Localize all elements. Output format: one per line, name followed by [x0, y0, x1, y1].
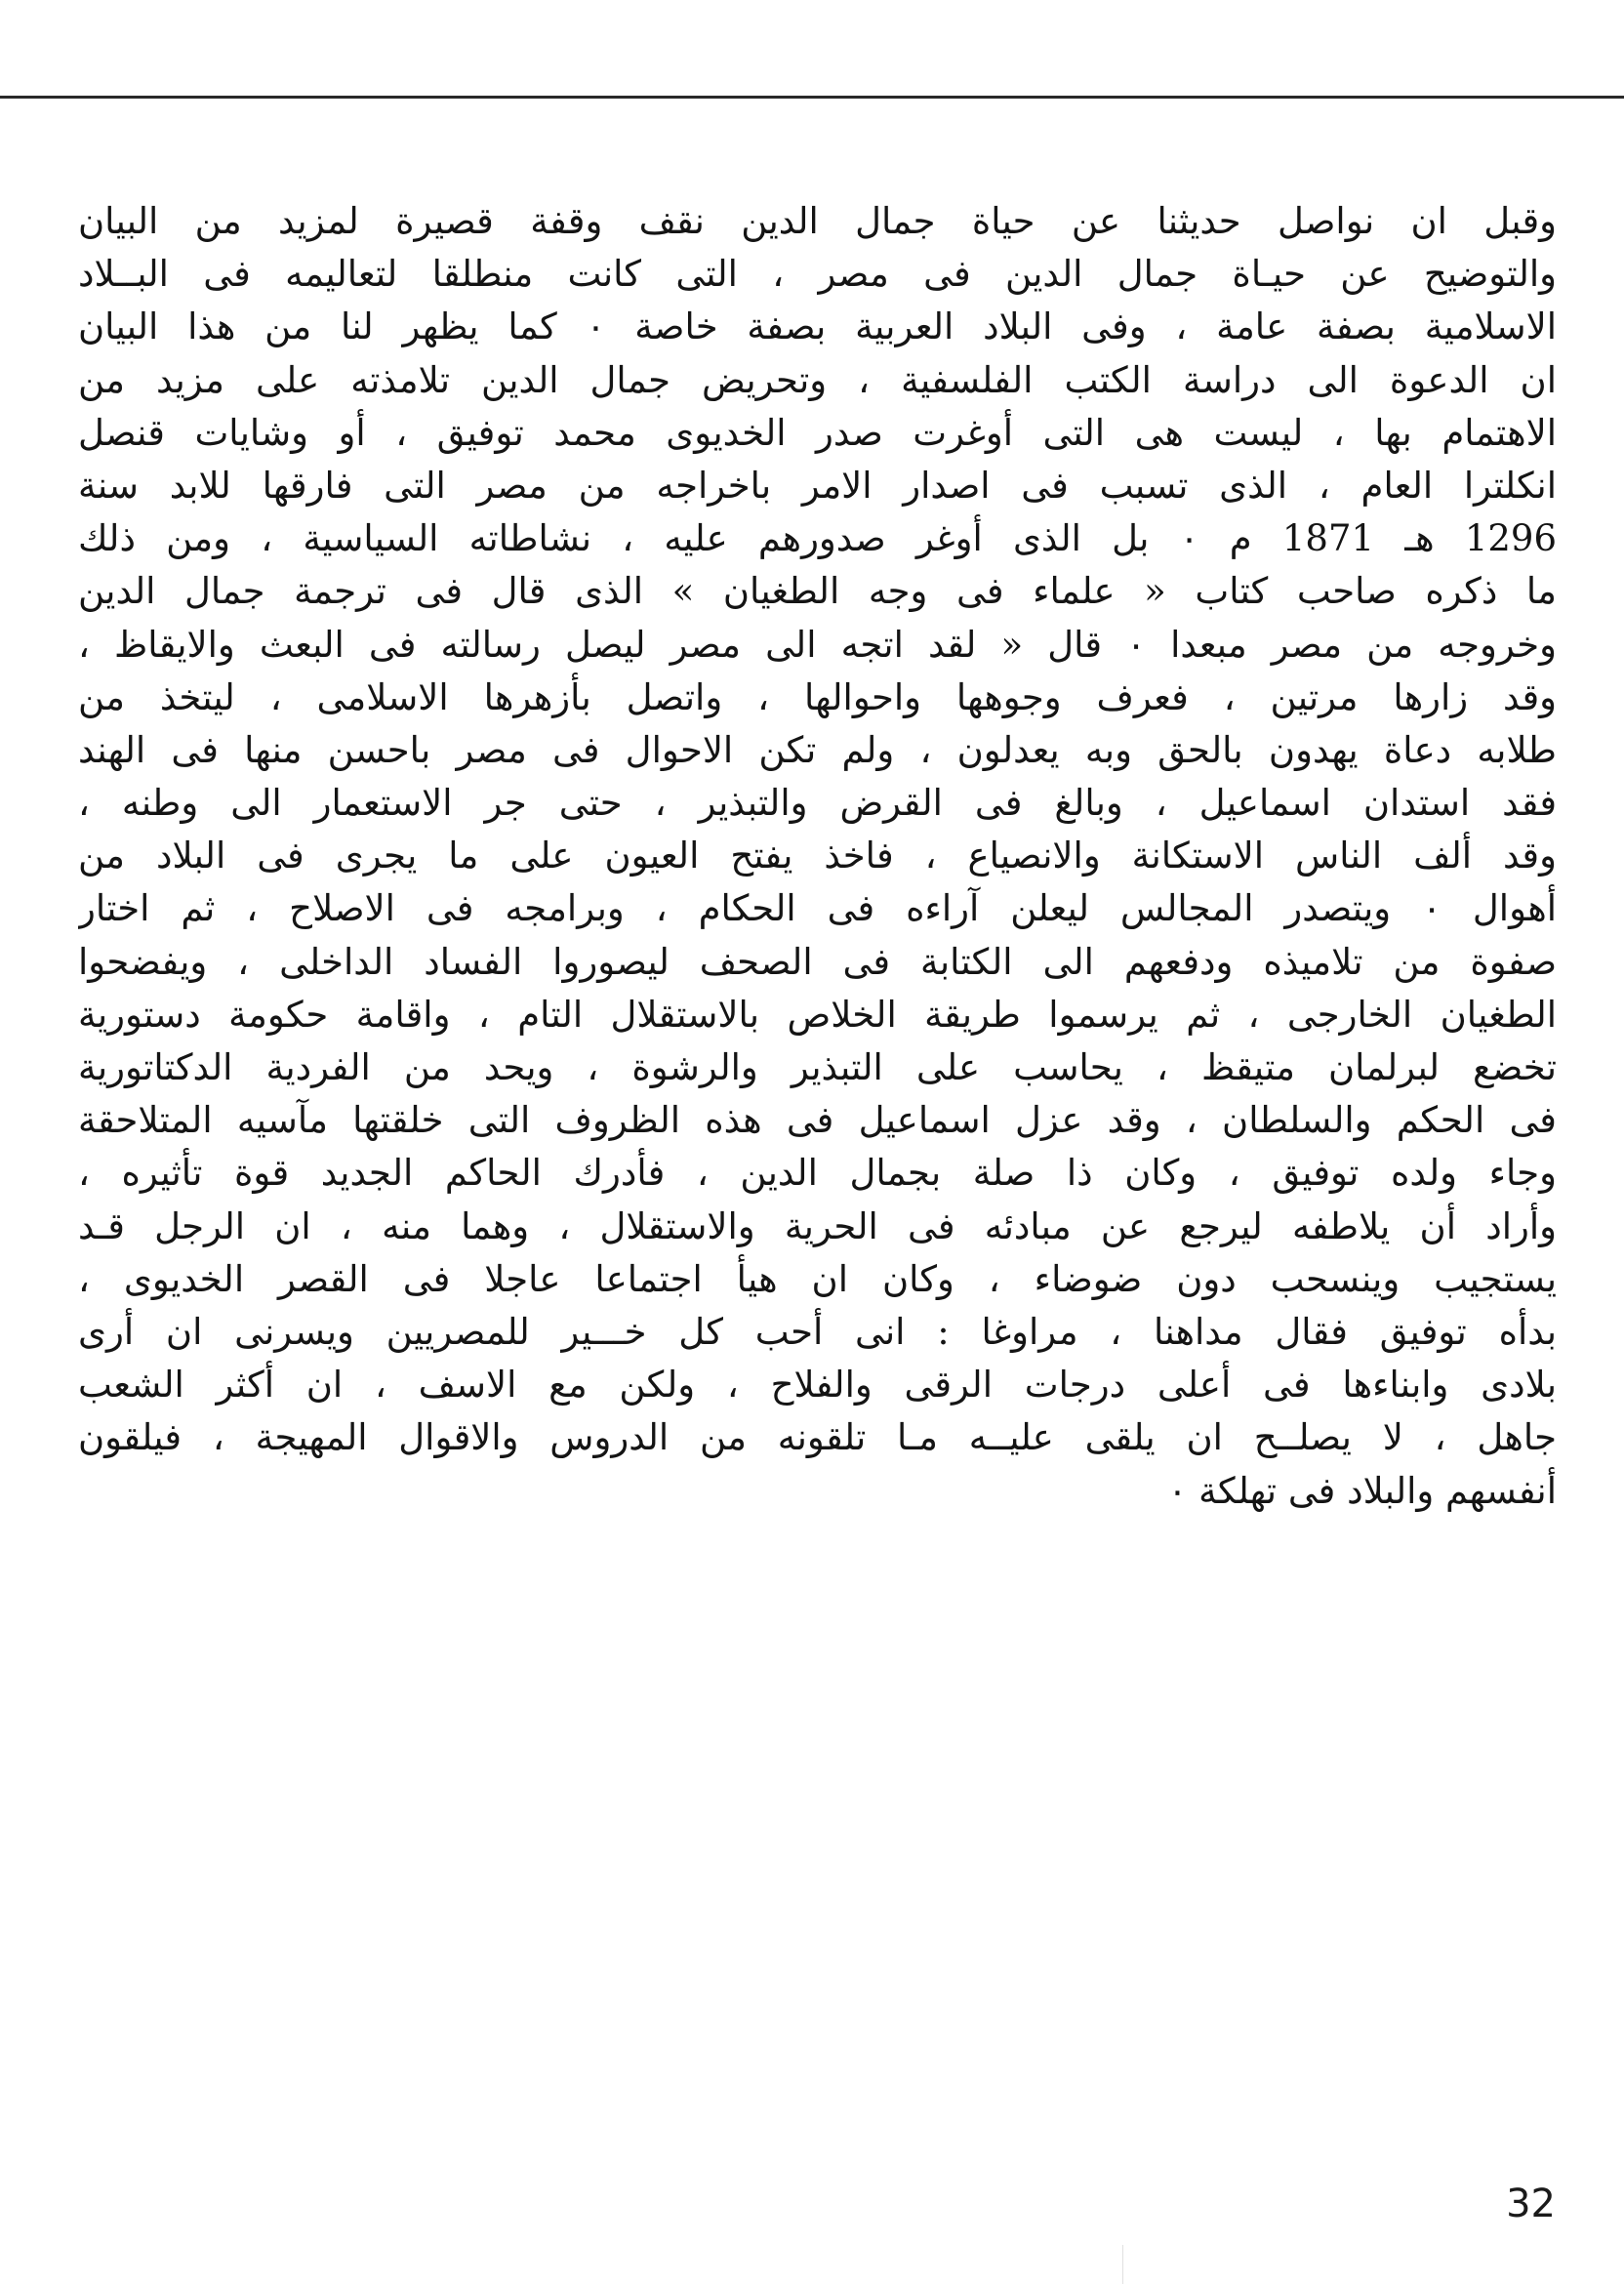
text-line: وأراد أن يلاطفه ليرجع عن مبادئه فى الحرية والاستقلال ، وهما منه ، ان الرجل قـد [78, 1204, 1557, 1247]
text-line: والتوضيح عن حيـاة جمال الدين فى مصر ، التى كانت منطلقا لتعاليمه فى البــلاد [78, 253, 1557, 296]
text-line: أنفسهم والبلاد فى تهلكة ٠ [1167, 1469, 1557, 1512]
text-line: فقد استدان اسماعيل ، وبالغ فى القرض والتبذير ، حتى جر الاستعمار الى وطنه ، [78, 782, 1557, 825]
text-line: بلادى وابناءها فى أعلى درجات الرقى والفلاح ، ولكن مع الاسف ، ان أكثر الشعب [78, 1364, 1557, 1407]
text-line: يستجيب وينسحب دون ضوضاء ، وكان ان هيأ اجتماعا عاجلا فى القصر الخديوى ، [78, 1257, 1557, 1300]
text-line: بدأه توفيق فقال مداهنا ، مراوغا : انى أحب كل خـــير للمصريين ويسرنى ان أرى [78, 1310, 1557, 1353]
text-line: وقبل ان نواصل حديثنا عن حياة جمال الدين نقف وقفة قصيرة لمزيد من البيان [78, 200, 1557, 242]
text-line: الاسلامية بصفة عامة ، وفى البلاد العربية بصفة خاصة ٠ كما يظهر لنا من هذا البيان [78, 306, 1557, 348]
text-line: طلابه دعاة يهدون بالحق وبه يعدلون ، ولم تكن الاحوال فى مصر باحسن منها فى الهند [78, 728, 1557, 771]
text-line: 1296 هـ 1871 م ٠ بل الذى أوغر صدورهم عليه ، نشاطاته السياسية ، ومن ذلك [78, 517, 1557, 560]
text-line: وقد ألف الناس الاستكانة والانصياع ، فاخذ يفتح العيون على ما يجرى فى البلاد من [78, 835, 1557, 877]
page-number: 32 [1506, 2182, 1556, 2226]
text-line: الطغيان الخارجى ، ثم يرسموا طريقة الخلاص بالاستقلال التام ، واقامة حكومة دستورية [78, 993, 1557, 1036]
text-line: ان الدعوة الى دراسة الكتب الفلسفية ، وتحريض جمال الدين تلامذته على مزيد من [78, 358, 1557, 401]
scan-mark [1122, 2245, 1123, 2284]
text-line: انكلترا العام ، الذى تسبب فى اصدار الامر باخراجه من مصر التى فارقها للابد سنة [78, 464, 1557, 507]
text-line: ما ذكره صاحب كتاب « علماء فى وجه الطغيان » الذى قال فى ترجمة جمال الدين [78, 570, 1557, 613]
text-line: وجاء ولده توفيق ، وكان ذا صلة بجمال الدين ، فأدرك الحاكم الجديد قوة تأثيره ، [78, 1152, 1557, 1195]
text-line: وقد زارها مرتين ، فعرف وجوهها واحوالها ، واتصل بأزهرها الاسلامى ، ليتخذ من [78, 675, 1557, 718]
header-rule [0, 96, 1624, 99]
text-line: وخروجه من مصر مبعدا ٠ قال « لقد اتجه الى مصر ليصل رسالته فى البعث والايقاظ ، [78, 623, 1557, 666]
body-text [78, 195, 1557, 1518]
text-line: جاهل ، لا يصلــح ان يلقى عليــه مـا تلقونه من الدروس والاقوال المهيجة ، فيلقون [78, 1416, 1557, 1459]
text-line: الاهتمام بها ، ليست هى التى أوغرت صدر الخديوى محمد توفيق ، أو وشايات قنصل [78, 411, 1557, 454]
text-line: تخضع لبرلمان متيقظ ، يحاسب على التبذير والرشوة ، ويحد من الفردية الدكتاتورية [78, 1046, 1557, 1088]
text-line: فى الحكم والسلطان ، وقد عزل اسماعيل فى هذه الظروف التى خلقتها مآسيه المتلاحقة [78, 1099, 1557, 1142]
text-line: أهوال ٠ ويتصدر المجالس ليعلن آراءه فى الحكام ، وبرامجه فى الاصلاح ، ثم اختار [78, 887, 1557, 930]
text-line: صفوة من تلاميذه ودفعهم الى الكتابة فى الصحف ليصوروا الفساد الداخلى ، ويفضحوا [78, 940, 1557, 983]
